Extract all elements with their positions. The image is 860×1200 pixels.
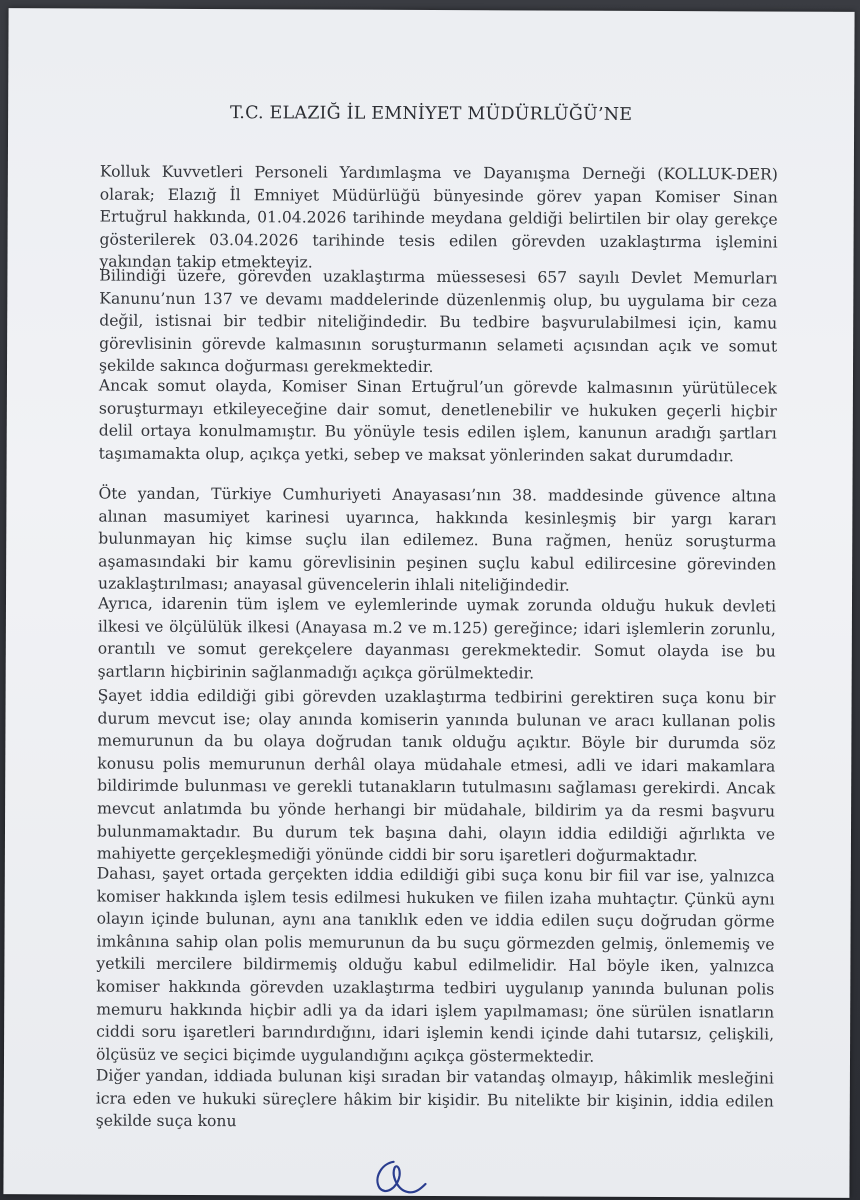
paragraph-8: Diğer yandan, iddiada bulunan kişi sıradan bir vatandaş olmayıp, hâkimlik mesleğini icra eden ve hukuki süreçlere hâkim bir kişidir. Bu nitelikte bir kişinin, iddia edilen şekilde suça konu bbox=[95, 1066, 774, 1131]
paragraph-5: Ayrıca, idarenin tüm işlem ve eylemlerinde uymak zorunda olduğu hukuk devleti ilkesi ve ölçülülük ilkesi (Anayasa m.2 ve m.125) gereğince; idari işlemlerin zorunlu, orantılı ve somut gerekçelere dayanması gerekmektedir. Somut olayda ise bu şartların hiçbirinin sağlanmadığı açıkça görülmektedir. bbox=[97, 594, 777, 683]
paragraph-3: Ancak somut olayda, Komiser Sinan Ertuğrul’un görevde kalmasının yürütülecek soruşturmayı etkileyeceğine dair somut, denetlenebilir ve hukuken geçerli hiçbir delil ortaya konulmamıştır. Bu yönüyle tesis edilen işlem, kanunun aradığı şartları taşımamakta olup, açıkça yetki, sebep ve maksat yönlerinden sakat durumdadır. bbox=[98, 376, 777, 466]
paragraph-7: Dahası, şayet ortada gerçekten iddia edildiği gibi suça konu bir fiil var ise, yalnızca komiser hakkında işlem tesis edilmesi hukuken ve fiilen izaha muhtaçtır. Çünkü aynı olayın içinde bulunan, aynı ana tanıklık eden ve iddia edilen suçu doğrudan görme imkânına sahip olan polis memurunun da bu suçu görmezden gelmiş, önlememiş ve yetkili mercilere bildirmemiş olduğu kabul edilmelidir. Hal böyle iken, yalnızca komiser hakkında görevden uzaklaştırma tedbiri uygulanıp yanında bulunan polis memuru hakkında hiçbir adli ya da idari işlem yapılmaması; öne sürülen isnatların ciddi soru işaretleri barındırdığını, idari işlemin kendi içinde dahi tutarsız, çelişkili, ölçüsüz ve seçici biçimde uygulandığını açıkça göstermektedir. bbox=[95, 864, 775, 1066]
paragraph-1: Kolluk Kuvvetleri Personeli Yardımlaşma ve Dayanışma Derneği (KOLLUK-DER) olarak; Elazığ İl Emniyet Müdürlüğü bünyesinde görev yapan Komiser Sinan Ertuğrul hakkında, 01.04.2026 tarihinde meydana geldiği belirtilen bir olay gerekçe gösterilerek 03.04.2026 tarihinde tesis edilen görevden uzaklaştırma işlemini yakından takip etmekteyiz. bbox=[99, 162, 778, 272]
document-title: T.C. ELAZIĞ İL EMNİYET MÜDÜRLÜĞÜ’NE bbox=[229, 103, 633, 125]
paragraph-2: Bilindiği üzere, görevden uzaklaştırma müessesesi 657 sayılı Devlet Memurları Kanunu’nun 137 ve devamı maddelerinde düzenlenmiş olup, bu uygulama bir ceza değil, istisnai bir tedbir niteliğindedir. Bu tedbire başvurulabilmesi için, kamu görevlisinin görevde kalmasının soruşturmanın selameti açısından açık ve somut şekilde sakınca doğurması gerekmektedir. bbox=[98, 266, 778, 377]
document-page bbox=[3, 8, 854, 1198]
paragraph-4: Öte yandan, Türkiye Cumhuriyeti Anayasası’nın 38. maddesinde güvence altına alınan masumiyet karinesi uyarınca, hakkında kesinleşmiş bir yargı kararı bulunmayan hiç kimse suçlu ilan edilemez. Buna rağmen, henüz soruşturma aşamasındaki bir kamu görevlisinin peşinen suçlu kabul edilircesine görevinden uzaklaştırılması; anayasal güvencelerin ihlali niteliğindedir. bbox=[98, 484, 777, 595]
handwritten-signature bbox=[363, 1150, 433, 1200]
paragraph-6: Şayet iddia edildiği gibi görevden uzaklaştırma tedbirini gerektiren suça konu bir durum mevcut ise; olay anında komiserin yanında bulunan ve aracı kullanan polis memurunun da bu olaya doğrudan tanık olduğu açıktır. Böyle bir durumda söz konusu polis memurunun derhâl olaya müdahale etmesi, adli ve idari makamlara bildirimde bulunması ve gerekli tutanakların tutulmasını sağlaması gerekirdi. Ancak mevcut anlatımda bu yönde herhangi bir müdahale, bildirim ya da resmi başvuru bulunmamaktadır. Bu durum tek başına dahi, olayın iddia edildiği ağırlıkta ve mahiyette gerçekleşmediği yönünde ciddi bir soru işaretleri doğurmaktadır. bbox=[96, 686, 776, 866]
